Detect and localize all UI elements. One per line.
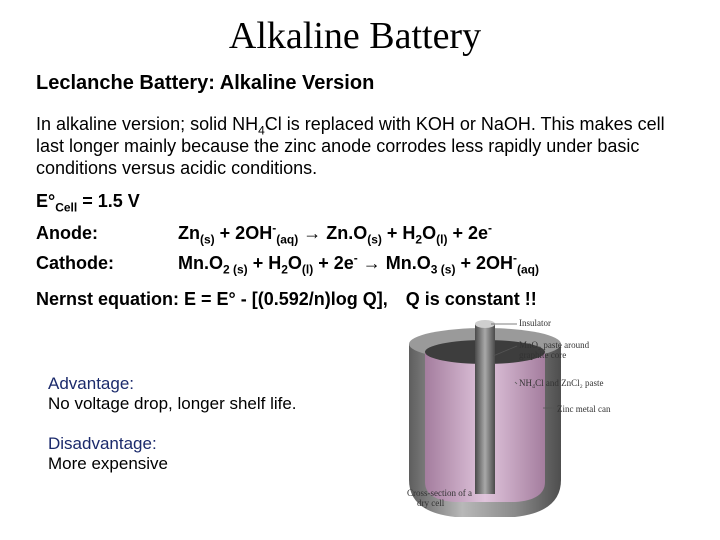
cathode-t6: + 2OH [455, 253, 514, 273]
anode-s3: (s) [367, 232, 382, 247]
anode-t3: Zn.O [326, 223, 368, 243]
intro-text-2: Cl is replaced with KOH or NaOH. This makes cell last longer mainly because the zinc anode corrodes less rapidly under basic conditions versus acidic conditions. [36, 114, 665, 178]
advantage-text: No voltage drop, longer shelf life. [48, 394, 297, 413]
cathode-s3: (l) [301, 262, 314, 277]
cathode-label: Cathode: [36, 253, 114, 273]
cell-potential [36, 190, 140, 215]
cathode-equation [178, 251, 540, 277]
advantage-title: Advantage: [48, 374, 135, 393]
page-title: Alkaline Battery [228, 15, 482, 57]
disadvantage-title: Disadvantage: [48, 434, 157, 453]
spacer [48, 414, 368, 434]
cathode-sp2: - [513, 251, 518, 265]
cathode-s1: 2 (s) [223, 262, 248, 277]
anode-s1: (s) [200, 232, 215, 247]
ecell-symbol: E° [36, 191, 56, 211]
anode-t1: Zn [178, 223, 200, 243]
intro-sub-1: 4 [258, 123, 265, 138]
graphite-core-shape [475, 324, 495, 494]
label-mno2-line1: MnO₂ paste around [519, 340, 590, 350]
anode-sp2: - [487, 221, 492, 235]
advantages-box [48, 374, 368, 474]
intro-text-1: In alkaline version; solid NH [36, 114, 259, 134]
anode-t5: O [422, 223, 437, 243]
label-nh4cl: NH₄Cl and ZnCl₂ paste [519, 378, 604, 388]
cathode-s5: (aq) [517, 262, 540, 277]
anode-t6: + 2e [447, 223, 488, 243]
label-zinc-can: Zinc metal can [557, 404, 611, 414]
caption-line2: dry cell [417, 498, 445, 508]
cathode-t2: + H [247, 253, 282, 273]
label-mno2-line2: graphite core [519, 350, 567, 360]
ecell-sub: Cell [55, 200, 78, 215]
subtitle: Leclanche Battery: Alkaline Version [36, 72, 375, 94]
anode-sp1: - [272, 221, 277, 235]
cathode-t3: O [287, 253, 302, 273]
caption-line1: Cross-section of a [407, 488, 472, 498]
anode-equation [178, 221, 492, 247]
disadvantage-text: More expensive [48, 454, 169, 473]
anode-s5: (l) [436, 232, 448, 247]
cathode-t5: Mn.O [385, 253, 431, 273]
cathode-t1: Mn.O [178, 253, 223, 273]
cathode-s2: 2 [281, 262, 288, 277]
label-insulator: Insulator [519, 318, 551, 328]
intro-paragraph [36, 113, 686, 179]
anode-t4: + H [381, 223, 416, 243]
cathode-s4: 3 (s) [430, 262, 456, 277]
anode-label: Anode: [36, 223, 98, 243]
ecell-value: = 1.5 V [77, 191, 140, 211]
cathode-t4: + 2e [313, 253, 354, 273]
nernst-main: Nernst equation: E = E° - [(0.592/n)log Q], [36, 289, 388, 309]
cathode-sp1: - [353, 251, 358, 265]
cathode-arrow: → [357, 253, 386, 273]
anode-t2: + 2OH [214, 223, 273, 243]
nernst-equation [36, 288, 537, 310]
dry-cell-figure [395, 312, 695, 534]
anode-s4: 2 [415, 232, 423, 247]
nernst-tail: Q is constant !! [405, 289, 537, 309]
anode-arrow: → [298, 223, 327, 243]
anode-s2: (aq) [276, 232, 299, 247]
